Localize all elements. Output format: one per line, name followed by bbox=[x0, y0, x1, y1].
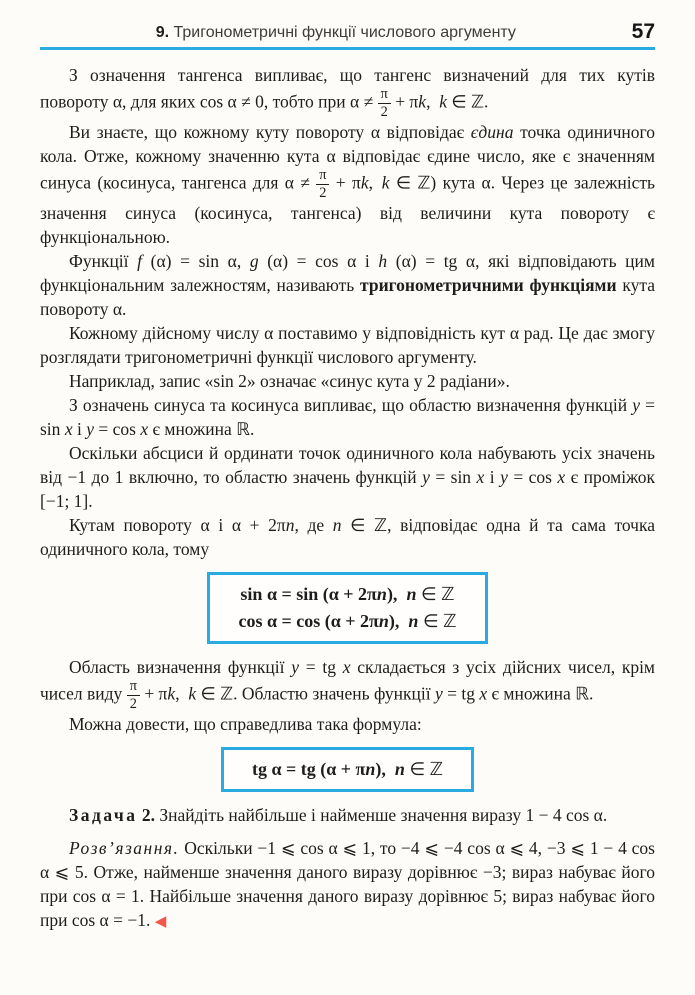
paragraph-period-intro: Кутам повороту α і α + 2πn, де n ∈ ℤ, відповідає одна й та сама точка одиничного кола, тому bbox=[40, 515, 655, 560]
fraction: $\frac{\pi}{2}$ bbox=[378, 87, 391, 120]
paragraph-domain-range-tg: Область визначення функції y = tg x складається з усіх дійсних чисел, крім чисел виду $\frac{\pi}{2}$ + πk, k ∈ ℤ. Областю значень функції y = tg x є множина ℝ. bbox=[40, 657, 656, 713]
paragraph-formula-intro: Можна довести, що справедлива така формула: bbox=[69, 714, 422, 735]
paragraph-tangent-definition: З означення тангенса випливає, що тангенс визначений для тих кутів повороту α, для яких cos α ≠ 0, тобто при α ≠ $\frac{\pi}{2}$ + πk, k ∈ ℤ. bbox=[40, 65, 655, 121]
paragraph-sin2-example: Наприклад, запис «sin 2» означає «синус кута у 2 радіани». bbox=[69, 371, 510, 392]
section-heading bbox=[40, 24, 632, 42]
formula-cos-period: cos α = cos (α + 2πn), n ∈ ℤ bbox=[238, 611, 457, 632]
section-number: 9. bbox=[155, 24, 170, 41]
paragraph-task-2: Задача 2. Знайдіть найбільше і найменше значення виразу 1 − 4 cos α. bbox=[69, 805, 608, 826]
paragraph-numeric-argument: Кожному дійсному числу α поставимо у відповідність кут α рад. Це дає змогу розглядати тригонометричні функції числового аргументу. bbox=[40, 323, 655, 368]
formula-box-sin-cos-period bbox=[207, 572, 487, 644]
paragraph-unit-circle: Ви знаєте, що кожному куту повороту α відповідає єдина точка одиничного кола. Отже, кожному значенню кута α відповідає єдине число, яке є значенням синуса (косинуса, тангенса для α ≠ $\frac{\pi}{2}$ + πk, k ∈ ℤ) кута α. Через це залежність значення синуса (косинуса, тангенса) від величини кута повороту є функціональною. bbox=[40, 122, 655, 248]
fraction: $\frac{\pi}{2}$ bbox=[127, 679, 140, 712]
page-body bbox=[40, 50, 655, 934]
page-header bbox=[40, 12, 655, 42]
paragraph-domain-sin-cos: З означень синуса та косинуса випливає, що областю визначення функцій y = sin x і y = cos x є множина ℝ. bbox=[40, 395, 656, 440]
section-title: Тригонометричні функції числового аргументу bbox=[173, 24, 516, 41]
fraction: $\frac{\pi}{2}$ bbox=[316, 168, 329, 201]
paragraph-solution: Розв’язання. Оскільки −1 ⩽ cos α ⩽ 1, то −4 ⩽ −4 cos α ⩽ 4, −3 ⩽ 1 − 4 cos α ⩽ 5. Отже, найменше значення даного виразу дорівнює −3; вираз набуває його при cos α = 1. Найбільше значення даного виразу дорівнює 5; вираз набуває його при cos α = −1. ◀ bbox=[40, 838, 655, 931]
page-number: 57 bbox=[631, 20, 655, 43]
paragraph-range-sin-cos: Оскільки абсциси й ординати точок одиничного кола набувають усіх значень від −1 до 1 включно, то областю значень функцій y = sin x і y = cos x є проміжок [−1; 1]. bbox=[40, 443, 655, 512]
solution-end-marker-icon: ◀ bbox=[154, 914, 167, 931]
formula-tg-period: tg α = tg (α + πn), n ∈ ℤ bbox=[251, 759, 444, 780]
formula-sin-period: sin α = sin (α + 2πn), n ∈ ℤ bbox=[240, 584, 455, 605]
formula-box-tg-period bbox=[221, 747, 474, 792]
paragraph-trig-functions-definition: Функції f (α) = sin α, g (α) = cos α і h (α) = tg α, які відповідають цим функціональним залежностям, називають тригонометричними функціями кута повороту α. bbox=[40, 251, 656, 320]
